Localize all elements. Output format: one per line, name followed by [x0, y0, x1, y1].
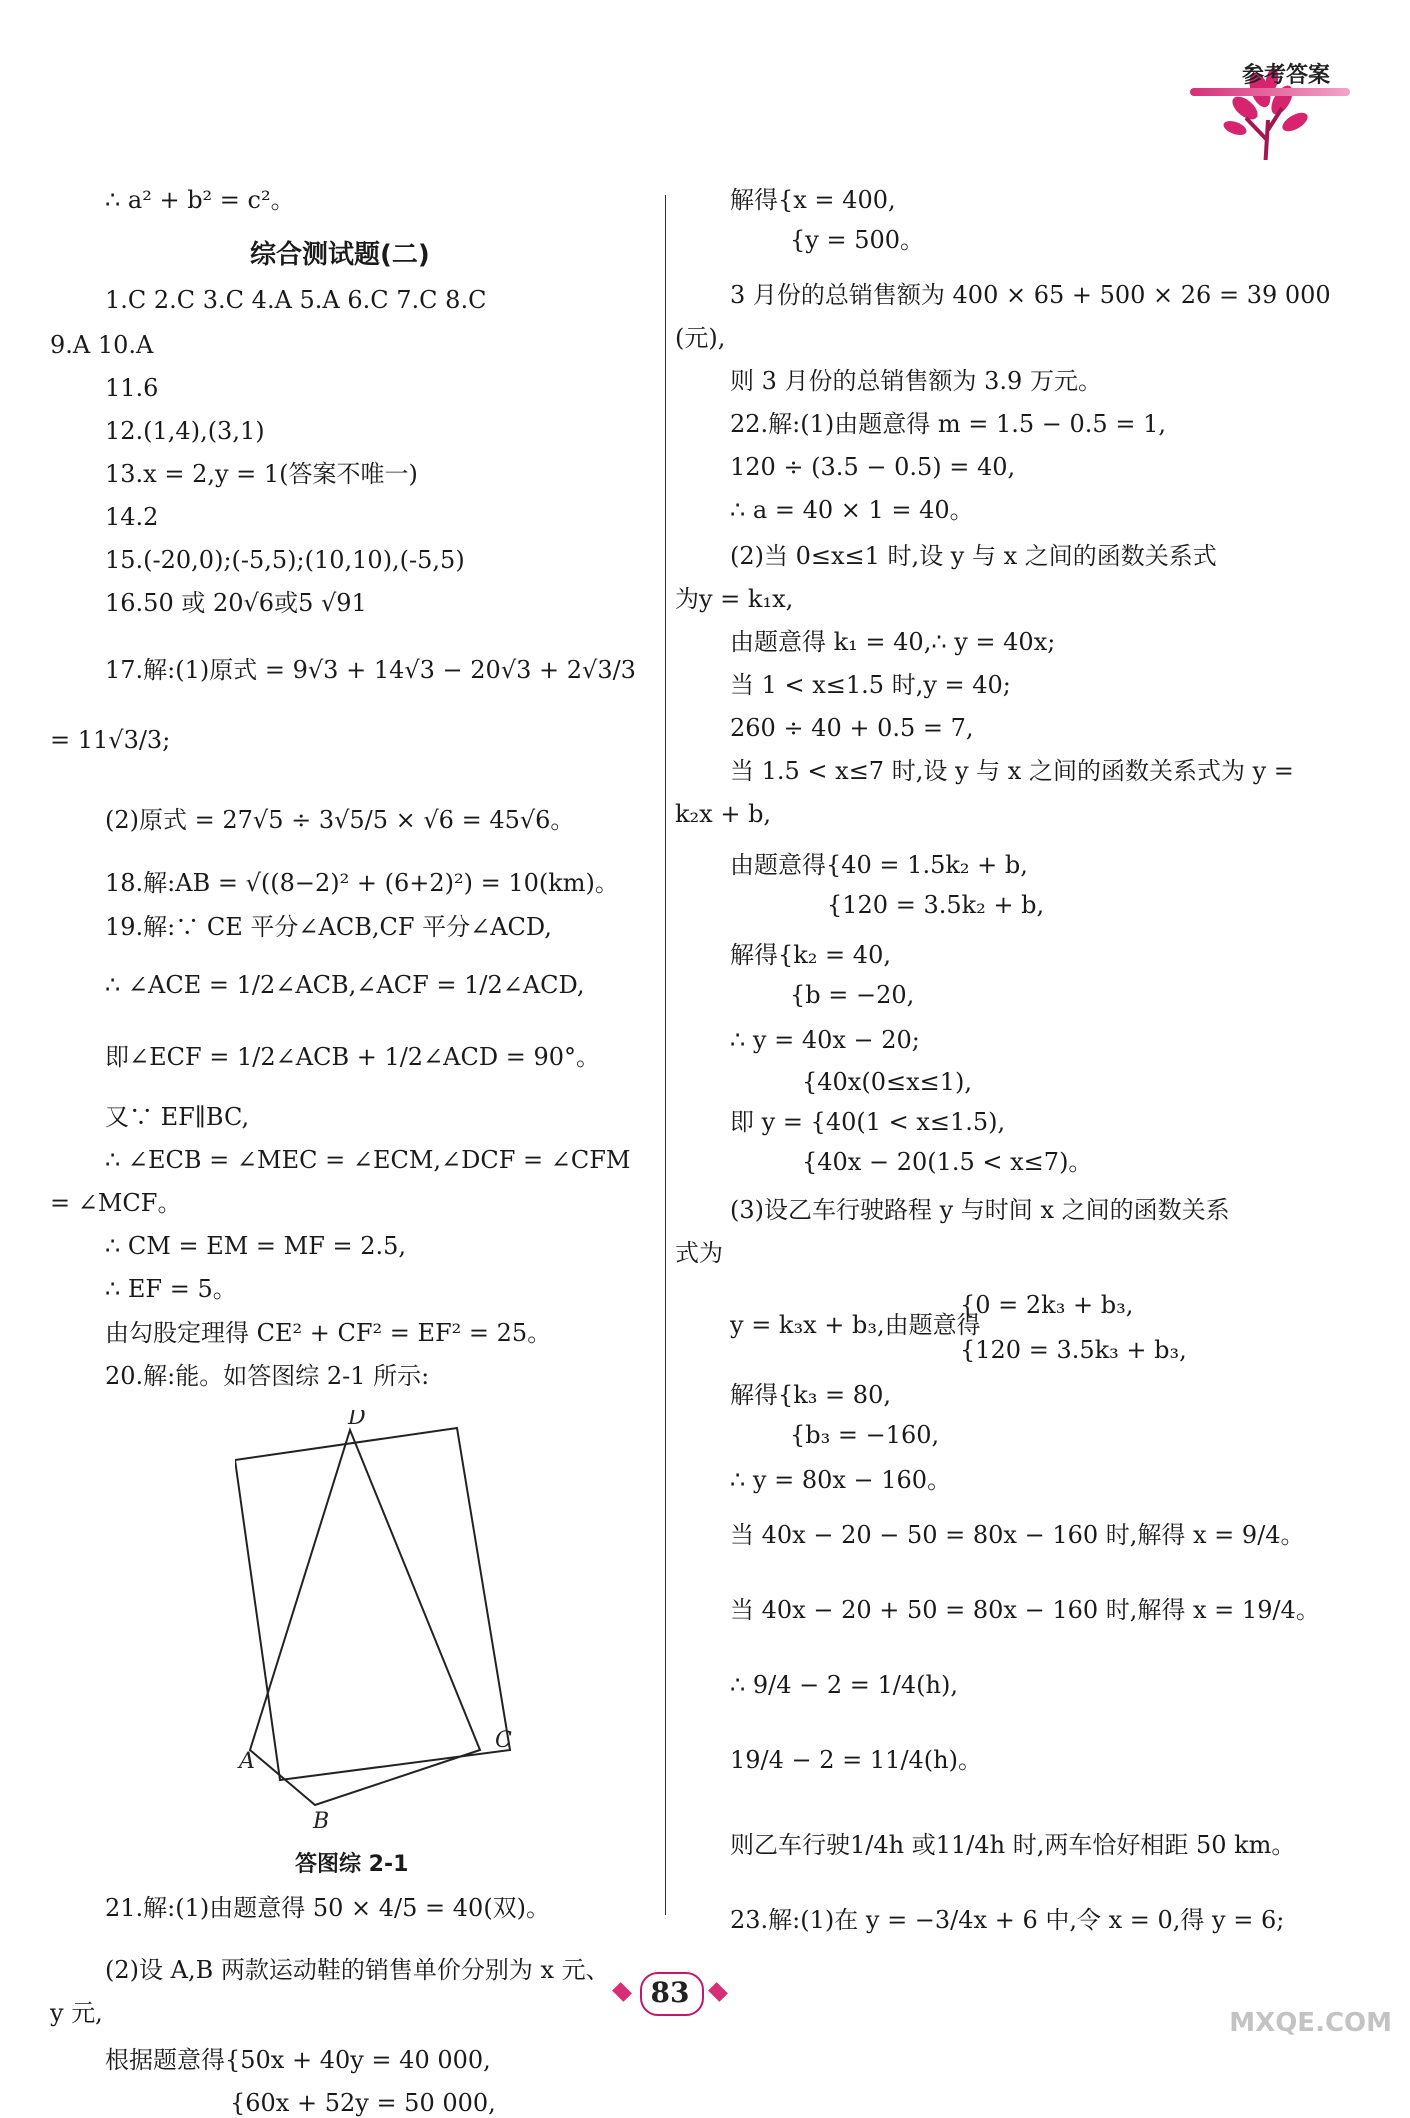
- text-line: = ∠MCF。: [50, 1189, 182, 1217]
- text-line: (2)原式 = 27√5 ÷ 3√5/5 × √6 = 45√6。: [105, 806, 575, 834]
- text-line: 16.50 或 20√6或5 √91: [105, 589, 367, 617]
- watermark: MXQE.COM: [1229, 2008, 1392, 2038]
- text-line: 19.解:∵ CE 平分∠ACB,CF 平分∠ACD,: [105, 913, 552, 941]
- text-line: 则乙车行驶1/4h 或11/4h 时,两车恰好相距 50 km。: [730, 1831, 1296, 1859]
- outer-square: [235, 1428, 510, 1780]
- geometry-diagram: [235, 1410, 555, 1840]
- text-line: {b₃ = −160,: [790, 1421, 940, 1449]
- text-line: 当 1 < x≤1.5 时,y = 40;: [730, 671, 1011, 699]
- text-line: ∴ y = 80x − 160。: [730, 1466, 952, 1494]
- text-line: 1.C 2.C 3.C 4.A 5.A 6.C 7.C 8.C: [105, 286, 487, 314]
- text-line: (2)当 0≤x≤1 时,设 y 与 x 之间的函数关系式: [730, 542, 1217, 570]
- text-line: 9.A 10.A: [50, 331, 154, 359]
- figure-caption: 答图综 2-1: [295, 1852, 409, 1877]
- label-c: C: [495, 1728, 512, 1753]
- text-line: 即 y = {40(1 < x≤1.5),: [730, 1108, 1006, 1136]
- text-line: 解得{x = 400,: [730, 186, 896, 214]
- text-line: y = k₃x + b₃,由题意得: [730, 1311, 981, 1339]
- text-line: 11.6: [105, 374, 159, 402]
- text-line: 13.x = 2,y = 1(答案不唯一): [105, 460, 418, 488]
- text-line: (元),: [675, 324, 726, 352]
- text-line: ∴ CM = EM = MF = 2.5,: [105, 1232, 407, 1260]
- text-line: 3 月份的总销售额为 400 × 65 + 500 × 26 = 39 000: [730, 281, 1331, 309]
- text-line: 18.解:AB = √((8−2)² + (6+2)²) = 10(km)。: [105, 869, 619, 897]
- text-line: ∴ y = 40x − 20;: [730, 1026, 920, 1054]
- text-line: 14.2: [105, 503, 159, 531]
- text-line: 19/4 − 2 = 11/4(h)。: [730, 1746, 982, 1774]
- text-line: 即∠ECF = 1/2∠ACB + 1/2∠ACD = 90°。: [105, 1043, 601, 1071]
- page-number-text: 83: [650, 1976, 690, 2009]
- text-line: 12.(1,4),(3,1): [105, 417, 265, 445]
- text-line: 23.解:(1)在 y = −3/4x + 6 中,令 x = 0,得 y = 6;: [730, 1906, 1285, 1934]
- header-underline: [1190, 88, 1350, 96]
- text-line: {40x − 20(1.5 < x≤7)。: [802, 1148, 1093, 1176]
- header-label: 参考答案: [1241, 63, 1330, 88]
- text-line: {60x + 52y = 50 000,: [230, 2089, 496, 2117]
- text-line: 21.解:(1)由题意得 50 × 4/5 = 40(双)。: [105, 1894, 551, 1922]
- section-title: 综合测试题(二): [250, 240, 430, 270]
- label-b: B: [313, 1809, 330, 1834]
- text-line: y 元,: [50, 1999, 103, 2027]
- text-line: 由题意得{40 = 1.5k₂ + b,: [730, 851, 1028, 879]
- text-line: 当 1.5 < x≤7 时,设 y 与 x 之间的函数关系式为 y =: [730, 757, 1294, 785]
- column-divider: [665, 195, 666, 1915]
- text-line: 由题意得 k₁ = 40,∴ y = 40x;: [730, 628, 1056, 656]
- text-line: 当 40x − 20 + 50 = 80x − 160 时,解得 x = 19/4。: [730, 1596, 1320, 1624]
- label-d: D: [348, 1410, 366, 1430]
- text-line: 为y = k₁x,: [675, 585, 794, 613]
- text-line: {120 = 3.5k₂ + b,: [827, 891, 1045, 919]
- text-line: 当 40x − 20 − 50 = 80x − 160 时,解得 x = 9/4。: [730, 1521, 1305, 1549]
- inner-quadrilateral: [250, 1430, 480, 1805]
- text-line: 根据题意得{50x + 40y = 40 000,: [105, 2046, 491, 2074]
- text-line: ∴ EF = 5。: [105, 1275, 237, 1303]
- text-line: 解得{k₂ = 40,: [730, 941, 891, 969]
- text-line: {0 = 2k₃ + b₃,: [960, 1291, 1134, 1319]
- diamond-icon: [612, 1982, 632, 2002]
- text-line: 22.解:(1)由题意得 m = 1.5 − 0.5 = 1,: [730, 410, 1166, 438]
- label-a: A: [239, 1749, 255, 1774]
- diamond-icon: [708, 1982, 728, 2002]
- text-line: ∴ ∠ECB = ∠MEC = ∠ECM,∠DCF = ∠CFM: [105, 1146, 631, 1174]
- page-number: [610, 1972, 730, 2016]
- text-line: 又∵ EF∥BC,: [105, 1103, 250, 1131]
- text-line: 则 3 月份的总销售额为 3.9 万元。: [730, 367, 1102, 395]
- text-line: ∴ 9/4 − 2 = 1/4(h),: [730, 1671, 958, 1699]
- text-line: 式为: [675, 1239, 723, 1267]
- text-line: 17.解:(1)原式 = 9√3 + 14√3 − 20√3 + 2√3/3: [105, 656, 636, 684]
- text-line: 20.解:能。如答图综 2-1 所示:: [105, 1362, 430, 1390]
- text-line: ∴ a² + b² = c²。: [105, 186, 295, 214]
- text-line: (2)设 A,B 两款运动鞋的销售单价分别为 x 元、: [105, 1956, 610, 1984]
- text-line: (3)设乙车行驶路程 y 与时间 x 之间的函数关系: [730, 1196, 1230, 1224]
- text-line: k₂x + b,: [675, 800, 772, 828]
- text-line: 120 ÷ (3.5 − 0.5) = 40,: [730, 453, 1016, 481]
- text-line: 由勾股定理得 CE² + CF² = EF² = 25。: [105, 1319, 552, 1347]
- text-line: {40x(0≤x≤1),: [802, 1068, 972, 1096]
- text-line: 15.(-20,0);(-5,5);(10,10),(-5,5): [105, 546, 465, 574]
- text-line: {120 = 3.5k₃ + b₃,: [960, 1336, 1187, 1364]
- text-line: {y = 500。: [790, 226, 925, 254]
- text-line: = 11√3/3;: [50, 726, 171, 754]
- text-line: ∴ a = 40 × 1 = 40。: [730, 496, 974, 524]
- figure-2-1: [235, 1410, 555, 1840]
- text-line: {b = −20,: [790, 981, 915, 1009]
- text-line: 260 ÷ 40 + 0.5 = 7,: [730, 714, 974, 742]
- text-line: 解得{k₃ = 80,: [730, 1381, 891, 1409]
- text-line: ∴ ∠ACE = 1/2∠ACB,∠ACF = 1/2∠ACD,: [105, 971, 585, 999]
